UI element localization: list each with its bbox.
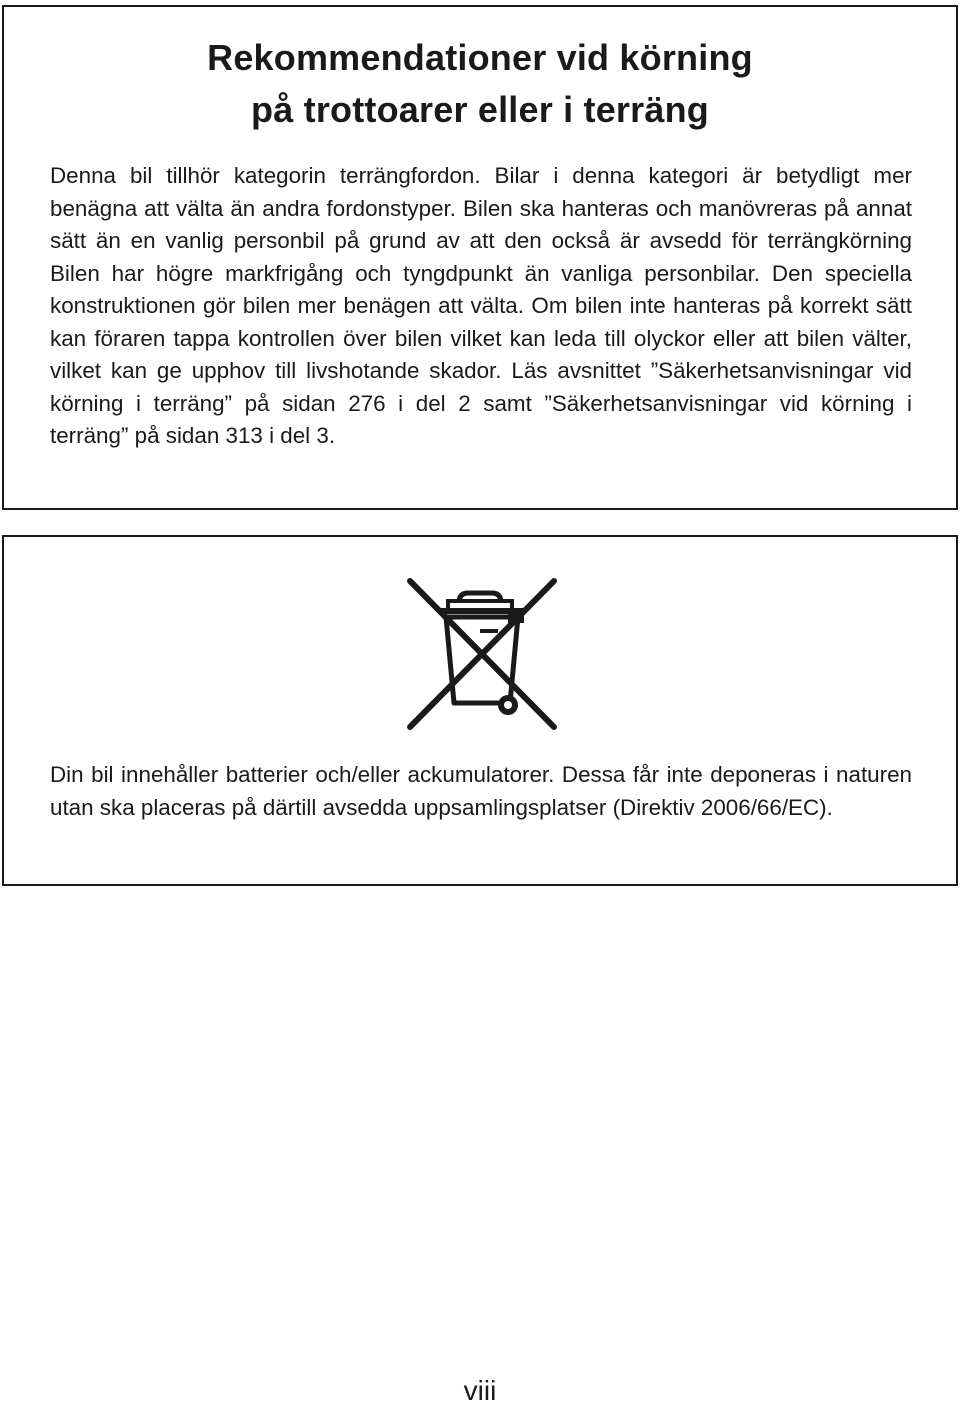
title-line-1: Rekommendationer vid körning <box>207 37 753 78</box>
page-number: viii <box>463 1375 497 1406</box>
section-title <box>4 32 956 136</box>
offroad-recommendation-box <box>2 5 958 510</box>
offroad-body-text: Denna bil tillhör kategorin terrängfordon. Bilar i denna kategori är betydligt mer benägna att välta än andra fordonstyper. Bilen ska hanteras och manövreras på annat sätt än en vanlig personbil på grund av att den också är avsedd för terrängkörning Bilen har högre markfrigång och tyngdpunkt än vanliga personbilar. Den speciella konstruktionen gör bilen mer benägen att välta. Om bilen inte hanteras på korrekt sätt kan föraren tappa kontrollen över bilen vilket kan leda till olyckor eller att bilen välter, vilket kan ge upphov till livshotande skador. Läs avsnittet ”Säkerhetsanvisningar vid körning i terräng” på sidan 276 i del 2 samt ”Säkerhetsanvisningar vid körning i terräng” på sidan 313 i del 3. <box>50 163 912 448</box>
crossed-out-wheelie-bin-icon <box>404 577 560 733</box>
battery-disposal-box <box>2 535 958 886</box>
title-line-2: på trottoarer eller i terräng <box>251 89 709 130</box>
battery-body-text: Din bil innehåller batterier och/eller ackumulatorer. Dessa får inte deponeras i naturen utan ska placeras på därtill avsedda uppsamlingsplatser (Direktiv 2006/66/EC). <box>50 762 912 820</box>
